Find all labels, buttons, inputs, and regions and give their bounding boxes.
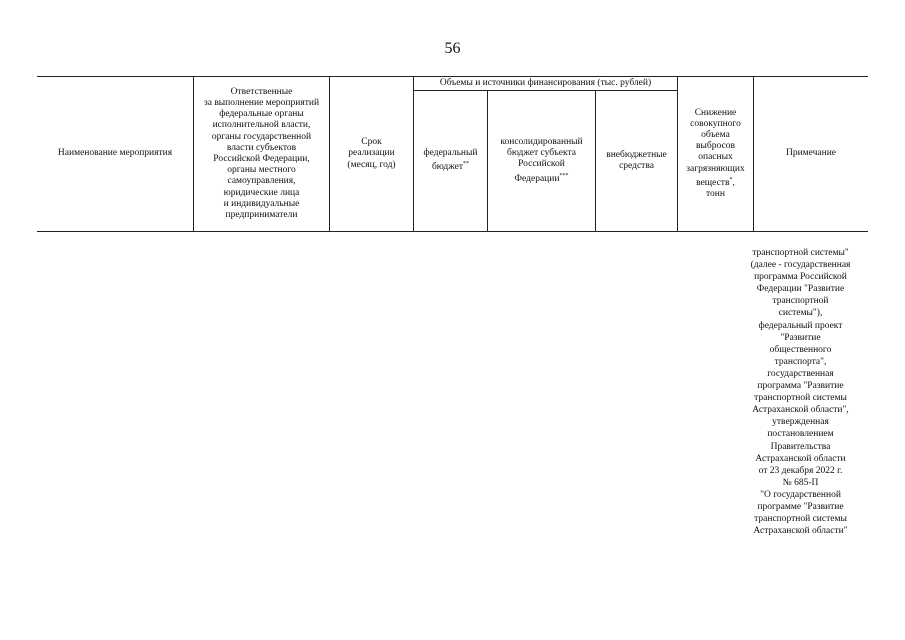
header-cell-term: Срок реализации (месяц, год) xyxy=(347,137,396,170)
header-cell-name: Наименование мероприятия xyxy=(57,148,173,159)
table-header xyxy=(37,76,868,232)
header-cell-responsible: Ответственные за выполнение мероприятий федеральные органы исполнительной власти, органы государственной власти субъектов Российской Федерации, органы местного самоуправления, юридические лица и индивидуальные предприниматели xyxy=(203,86,320,221)
header-cell-note: Примечание xyxy=(785,148,837,159)
header-cell-federal: федеральный бюджет** xyxy=(423,148,478,173)
page-number: 56 xyxy=(444,40,461,57)
header-cell-extrabudget: внебюджетные средства xyxy=(606,149,667,171)
header-cell-consolidated: консолидированный бюджет субъекта Российской Федерации*** xyxy=(500,137,583,184)
header-bottom-rule xyxy=(37,231,868,232)
header-cell-reduction: Снижение совокупного объема выбросов опасных загрязняющих веществ*, тонн xyxy=(686,107,745,200)
note-cell-text: транспортной системы" (далее - государственная программа Российской Федерации "Развитие транспортной системы"), федеральный проект "Развитие общественного транспорта", государственная программа "Развитие транспортной системы Астраханской области", утвержденная постановлением Правительства Астраханской области от 23 декабря 2022 г. № 685-П "О государственной программе "Развитие транспортной системы Астраханской области" xyxy=(750,248,851,537)
header-cell-funding-group: Объемы и источники финансирования (тыс. рублей) xyxy=(439,77,652,88)
